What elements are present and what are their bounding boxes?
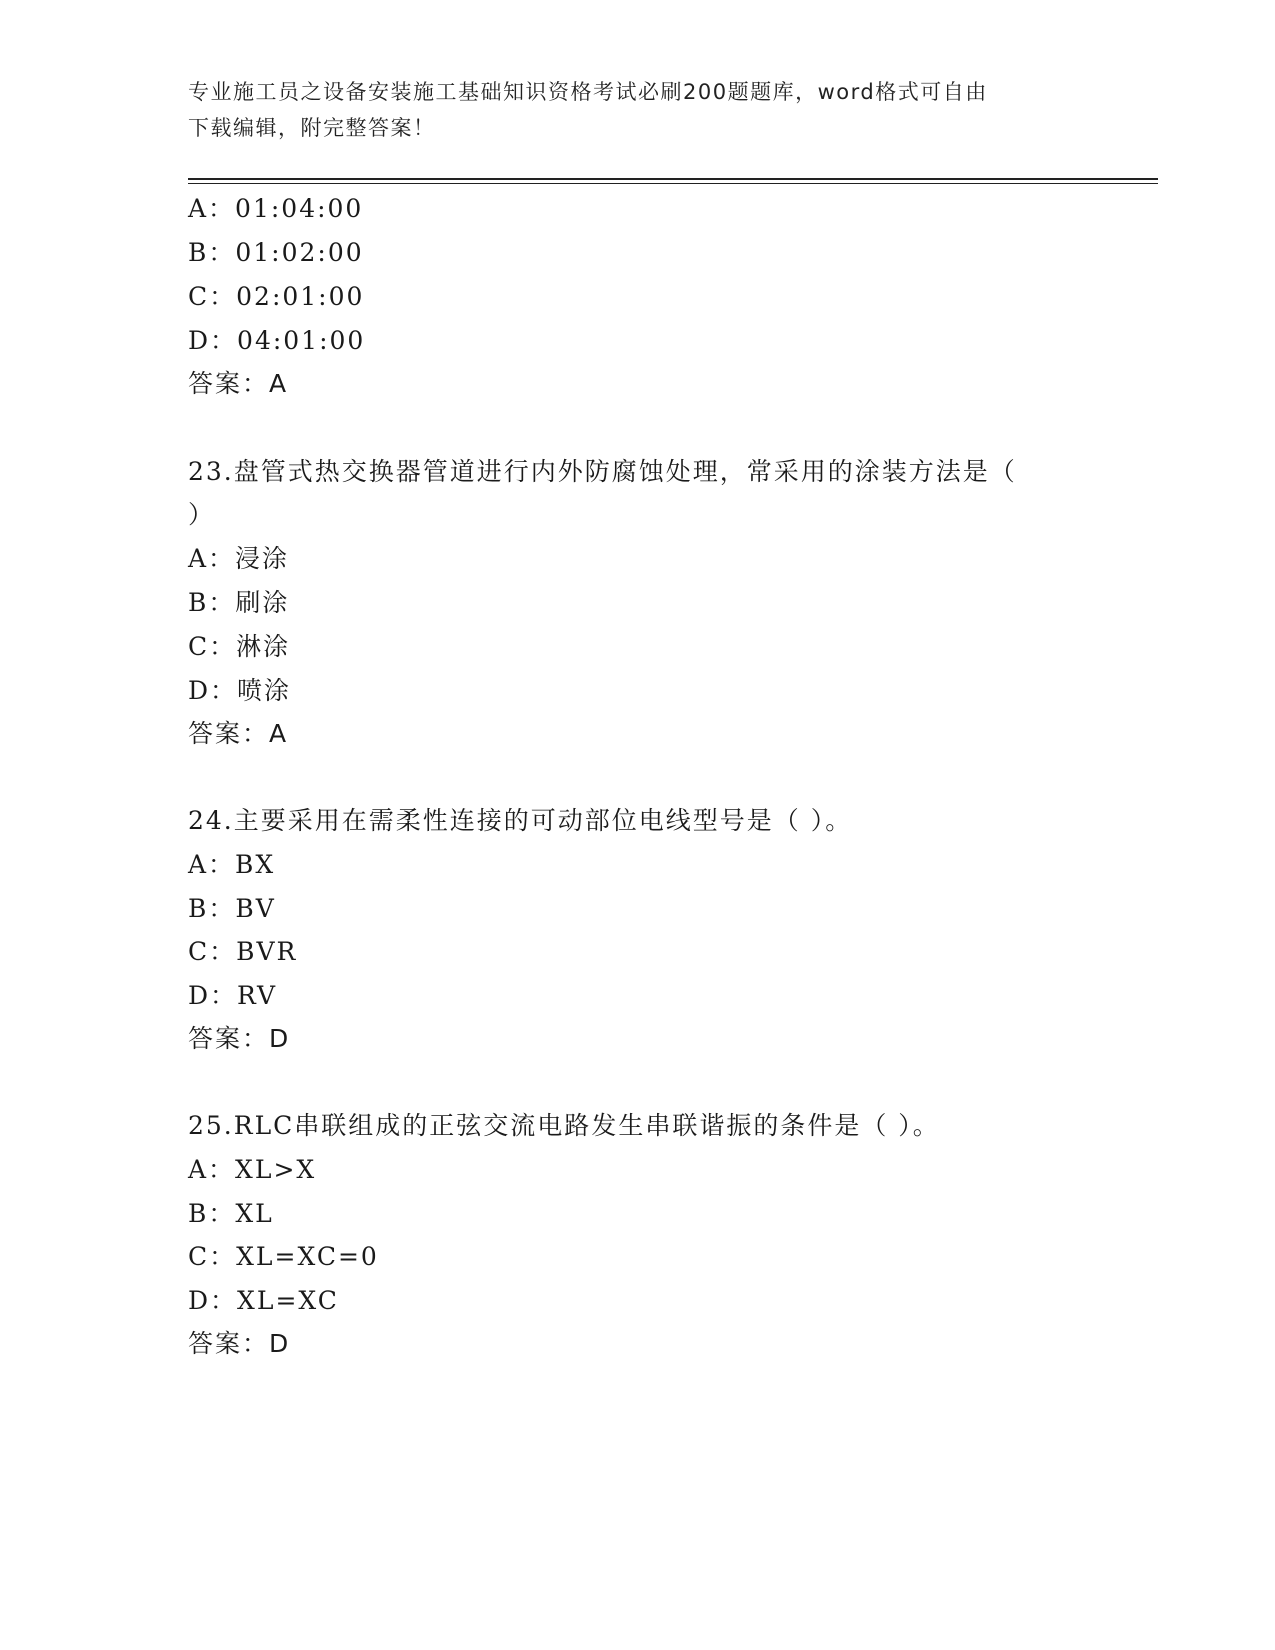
q23-option-b: B：刷涂	[188, 588, 290, 617]
q23-option-a: A：浸涂	[188, 544, 290, 573]
q25-option-d: D：XL=XC	[188, 1286, 339, 1315]
header-line-1: 专业施工员之设备安装施工基础知识资格考试必刷200题题库，word格式可自由	[188, 80, 988, 104]
q22-option-a: A：01:04:00	[188, 194, 364, 223]
q23-option-d: D：喷涂	[188, 676, 292, 705]
q23-option-c: C：淋涂	[188, 632, 291, 661]
q23-answer: 答案：A	[188, 719, 289, 748]
q24-option-c: C：BVR	[188, 937, 298, 966]
q25-answer: 答案：D	[188, 1329, 291, 1358]
q25-option-a: A：XL>X	[188, 1155, 317, 1184]
q23-stem-line-2: ）	[188, 500, 216, 529]
q22-option-d: D：04:01:00	[188, 326, 366, 355]
q25-option-c: C：XL=XC=0	[188, 1242, 379, 1271]
q25-option-b: B：XL	[188, 1199, 274, 1228]
q25-stem: 25.RLC串联组成的正弦交流电路发生串联谐振的条件是（ ）。	[188, 1111, 940, 1140]
q24-stem: 24.主要采用在需柔性连接的可动部位电线型号是（ ）。	[188, 806, 853, 835]
header-divider	[188, 178, 1158, 180]
q23-stem-line-1: 23.盘管式热交换器管道进行内外防腐蚀处理，常采用的涂装方法是（	[188, 457, 1017, 486]
q24-answer: 答案：D	[188, 1024, 291, 1053]
q22-option-c: C：02:01:00	[188, 282, 365, 311]
document-header	[188, 74, 1088, 146]
q24-option-a: A：BX	[188, 850, 276, 879]
header-line-2: 下载编辑，附完整答案！	[188, 116, 436, 140]
header-divider-thin	[188, 183, 1158, 184]
q24-option-d: D：RV	[188, 981, 278, 1010]
q24-option-b: B：BV	[188, 894, 276, 923]
q22-answer: 答案：A	[188, 369, 289, 398]
q22-option-b: B：01:02:00	[188, 238, 364, 267]
